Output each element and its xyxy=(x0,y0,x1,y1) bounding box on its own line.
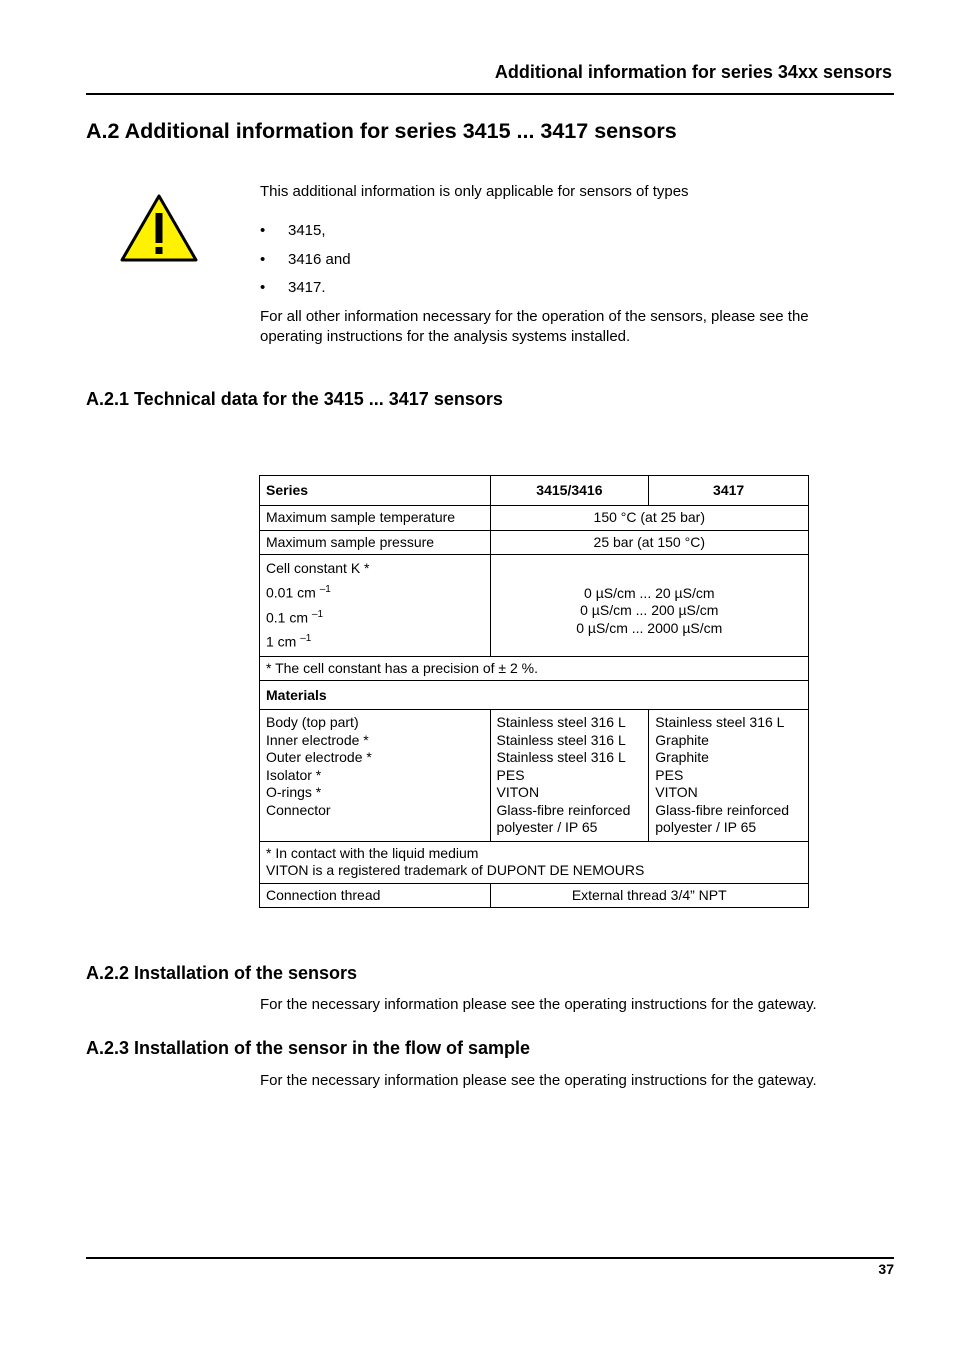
table-cell xyxy=(490,555,808,657)
table-cell: 25 bar (at 150 °C) xyxy=(490,530,808,555)
subsection-title-installation: A.2.2 Installation of the sensors xyxy=(86,963,358,983)
cell-constant-option: 0.1 cm $^{-1}$ xyxy=(266,608,324,626)
material-label: Connector xyxy=(266,801,331,818)
table-row xyxy=(260,656,809,681)
material-value: polyester / IP 65 xyxy=(496,819,598,836)
list-item: • 3417. xyxy=(260,279,326,296)
table-row xyxy=(260,883,809,908)
material-value: Stainless steel 316 L xyxy=(496,731,626,748)
table-header-3417: 3417 xyxy=(649,476,809,506)
table-cell: Maximum sample temperature xyxy=(260,506,491,531)
list-item: • 3415, xyxy=(260,222,326,239)
cell-constant-option: 0.01 cm $^{-1}$ xyxy=(266,584,331,601)
material-value: polyester / IP 65 xyxy=(655,819,757,836)
table-row xyxy=(260,681,809,710)
range-value: 0 µS/cm ... 2000 µS/cm xyxy=(576,619,723,636)
table-row xyxy=(260,555,809,657)
table-cell: Connection thread xyxy=(260,883,491,908)
flow-installation-text: For the necessary information please see the operating instructions for the gateway. xyxy=(260,1072,817,1089)
materials-heading: Materials xyxy=(260,681,809,710)
subsection-title-flow-installation: A.2.3 Installation of the sensor in the flow of sample xyxy=(86,1038,531,1058)
table-row xyxy=(260,530,809,555)
material-value: PES xyxy=(496,766,525,783)
material-value: Graphite xyxy=(655,749,709,766)
page-number: 37 xyxy=(878,1261,894,1277)
subsection-title-technical-data: A.2.1 Technical data for the 3415 ... 3417 sensors xyxy=(86,389,503,409)
cell-constant-label: Cell constant K * xyxy=(266,560,370,576)
installation-text: For the necessary information please see the operating instructions for the gateway. xyxy=(260,996,817,1013)
table-row xyxy=(260,841,809,883)
table-row xyxy=(260,476,809,506)
material-value: Stainless steel 316 L xyxy=(496,714,626,731)
intro-text: This additional information is only applicable for sensors of types xyxy=(260,183,689,200)
cell-constant-option: 1 cm $^{-1}$ xyxy=(266,633,312,650)
range-value: 0 µS/cm ... 20 µS/cm xyxy=(584,584,715,601)
list-item: • 3416 and xyxy=(260,251,351,268)
material-label: Outer electrode * xyxy=(266,749,372,766)
table-header-series: Series xyxy=(260,476,491,506)
table-cell: External thread 3/4” NPT xyxy=(490,883,808,908)
warning-triangle-icon xyxy=(119,193,199,263)
table-cell xyxy=(260,710,491,842)
material-value: Stainless steel 316 L xyxy=(655,714,785,731)
table-header-3415-3416: 3415/3416 xyxy=(490,476,649,506)
material-label: Inner electrode * xyxy=(266,731,369,748)
material-value: VITON xyxy=(655,784,698,801)
table-cell: 150 °C (at 25 bar) xyxy=(490,506,808,531)
note-paragraph: For all other information necessary for the operation of the sensors, please see the operating instructions for the analysis systems installed. xyxy=(260,308,809,345)
table-footnote: * In contact with the liquid medium VITON is a registered trademark of DUPONT DE NEMOURS xyxy=(260,841,809,883)
running-header: Additional information for series 34xx sensors xyxy=(494,62,892,82)
material-value: PES xyxy=(655,766,684,783)
table-cell xyxy=(490,710,649,842)
technical-data-table xyxy=(259,475,809,908)
material-value: Glass-fibre reinforced xyxy=(655,801,790,818)
material-label: Isolator * xyxy=(266,766,322,783)
table-row xyxy=(260,710,809,842)
material-value: Stainless steel 316 L xyxy=(496,749,626,766)
header-divider xyxy=(86,93,894,95)
table-cell: Maximum sample pressure xyxy=(260,530,491,555)
material-label: O-rings * xyxy=(266,784,322,801)
material-value: VITON xyxy=(496,784,540,801)
range-value: 0 µS/cm ... 200 µS/cm xyxy=(580,602,719,619)
material-value: Glass-fibre reinforced xyxy=(496,801,631,818)
table-cell xyxy=(260,555,491,657)
material-value: Graphite xyxy=(655,731,709,748)
material-label: Body (top part) xyxy=(266,714,359,731)
footer-divider xyxy=(86,1257,894,1259)
table-cell xyxy=(649,710,809,842)
section-title: A.2 Additional information for series 3415 ... 3417 sensors xyxy=(86,119,677,143)
table-footnote: * The cell constant has a precision of ± 2 %. xyxy=(260,656,809,681)
table-row xyxy=(260,506,809,531)
